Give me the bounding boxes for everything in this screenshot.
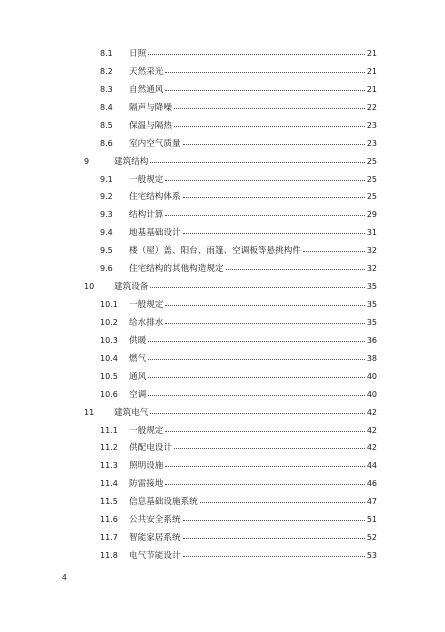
toc-section-entry[interactable] (0, 173, 445, 187)
toc-entry-page: 22 (366, 102, 377, 112)
toc-entry-label (129, 101, 377, 115)
toc-entry-title: 照明设施 (129, 461, 164, 472)
toc-entry-page: 21 (366, 84, 377, 94)
toc-section-entry[interactable] (0, 352, 445, 366)
toc-section-entry[interactable] (0, 101, 445, 115)
toc-section-entry[interactable] (0, 83, 445, 97)
toc-entry-title: 保温与隔热 (129, 120, 172, 131)
toc-entry-page: 35 (366, 282, 377, 292)
toc-entry-number: 8.6 (100, 138, 113, 148)
toc-section-entry[interactable] (0, 370, 445, 384)
toc-entry-page: 31 (366, 228, 377, 238)
toc-entry-title: 防雷接地 (129, 479, 164, 490)
toc-entry-page: 40 (366, 371, 377, 381)
toc-entry-number: 11.7 (100, 533, 118, 543)
toc-entry-label (129, 262, 377, 276)
toc-entry-label (129, 47, 377, 61)
toc-entry-label (129, 226, 377, 240)
toc-entry-title: 地基基础设计 (129, 228, 181, 239)
toc-section-entry[interactable] (0, 208, 445, 222)
toc-entry-label (114, 155, 377, 169)
toc-section-entry[interactable] (0, 47, 445, 61)
toc-entry-title: 给水排水 (129, 317, 164, 328)
toc-entry-label (129, 334, 377, 348)
toc-section-entry[interactable] (0, 65, 445, 79)
toc-entry-page: 32 (366, 264, 377, 274)
toc-section-entry[interactable] (0, 549, 445, 563)
toc-section-entry[interactable] (0, 119, 445, 133)
toc-entry-page: 40 (366, 389, 377, 399)
toc-entry-label (129, 531, 377, 545)
toc-entry-label (129, 459, 377, 473)
toc-entry-number: 10.5 (100, 371, 118, 381)
toc-entry-page: 52 (366, 533, 377, 543)
toc-entry-page: 47 (366, 497, 377, 507)
toc-entry-page: 51 (366, 515, 377, 525)
toc-entry-page: 29 (366, 210, 377, 220)
toc-section-entry[interactable] (0, 459, 445, 473)
toc-entry-label (129, 424, 377, 438)
toc-entry-label (129, 316, 377, 330)
dot-leader (148, 369, 365, 378)
toc-section-entry[interactable] (0, 262, 445, 276)
toc-section-entry[interactable] (0, 334, 445, 348)
toc-chapter-entry[interactable] (0, 155, 445, 169)
toc-entry-label (129, 388, 377, 402)
toc-entry-title: 燃气 (129, 353, 147, 364)
toc-entry-title: 建筑设备 (114, 282, 149, 293)
toc-entry-title: 信息基础设施系统 (129, 497, 198, 508)
toc-chapter-entry[interactable] (0, 406, 445, 420)
toc-entry-page: 25 (366, 192, 377, 202)
toc-entry-label (129, 298, 377, 312)
toc-entry-label (129, 173, 377, 187)
toc-entry-title: 建筑结构 (114, 156, 149, 167)
toc-entry-page: 25 (366, 174, 377, 184)
dot-leader (165, 297, 364, 306)
dot-leader (226, 261, 365, 270)
toc-entry-page: 42 (366, 407, 377, 417)
dot-leader (174, 440, 365, 449)
toc-entry-page: 21 (366, 49, 377, 58)
toc-entry-number: 11.8 (100, 551, 118, 561)
dot-leader (183, 512, 365, 521)
toc-section-entry[interactable] (0, 477, 445, 491)
toc-entry-number: 9.3 (100, 210, 113, 220)
toc-entry-page: 32 (366, 246, 377, 256)
toc-entry-number: 11.6 (100, 515, 118, 525)
toc-entry-number: 8.5 (100, 120, 113, 130)
toc-chapter-entry[interactable] (0, 280, 445, 294)
toc-entry-number: 11.3 (100, 461, 118, 471)
toc-entry-number: 8.2 (100, 66, 113, 76)
toc-section-entry[interactable] (0, 441, 445, 455)
toc-entry-title: 公共安全系统 (129, 515, 181, 526)
toc-entry-page: 35 (366, 317, 377, 327)
toc-entry-page: 23 (366, 138, 377, 148)
toc-entry-page: 53 (366, 551, 377, 561)
toc-entry-label (129, 513, 377, 527)
toc-entry-page: 35 (366, 300, 377, 310)
toc-entry-page: 21 (366, 66, 377, 76)
toc-entry-number: 9.1 (100, 174, 113, 184)
dot-leader (150, 279, 364, 288)
dot-leader (148, 351, 365, 360)
toc-entry-label (129, 83, 377, 97)
toc-entry-page: 44 (366, 461, 377, 471)
dot-leader (165, 64, 364, 73)
toc-entry-title: 日照 (129, 49, 147, 59)
toc-section-entry[interactable] (0, 190, 445, 204)
toc-entry-title: 自然通风 (129, 84, 164, 95)
toc-entry-page: 46 (366, 479, 377, 489)
toc-entry-number: 11.2 (100, 443, 118, 453)
toc-entry-title: 电气节能设计 (129, 551, 181, 562)
toc-entry-number: 8.1 (100, 49, 113, 58)
dot-leader (148, 333, 365, 342)
toc-entry-title: 一般规定 (129, 425, 164, 436)
toc-section-entry[interactable] (0, 388, 445, 402)
dot-leader (165, 315, 364, 324)
dot-leader (165, 207, 364, 216)
toc-entry-number: 10.6 (100, 389, 118, 399)
toc-entry-number: 10.1 (100, 300, 118, 310)
toc-entry-label (129, 244, 377, 258)
toc-entry-number: 10.4 (100, 353, 118, 363)
toc-entry-label (129, 549, 377, 563)
toc-section-entry[interactable] (0, 531, 445, 545)
toc-entry-number: 9 (84, 156, 90, 166)
dot-leader (150, 154, 364, 163)
toc-entry-number: 8.4 (100, 102, 113, 112)
dot-leader (200, 494, 365, 503)
dot-leader (183, 548, 365, 557)
toc-entry-number: 10 (84, 282, 95, 292)
toc-entry-title: 建筑电气 (114, 407, 149, 418)
toc-entry-number: 11.1 (100, 425, 118, 435)
toc-entry-title: 空调 (129, 389, 147, 400)
toc-section-entry[interactable] (0, 298, 445, 312)
toc-entry-number: 8.3 (100, 84, 113, 94)
toc-section-entry[interactable] (0, 495, 445, 509)
toc-section-entry[interactable] (0, 137, 445, 151)
toc-entry-title: 供暖 (129, 335, 147, 346)
toc-section-entry[interactable] (0, 424, 445, 438)
dot-leader (148, 46, 365, 55)
dot-leader (174, 118, 365, 127)
toc-entry-page: 42 (366, 443, 377, 453)
dot-leader (150, 405, 364, 414)
dot-leader (174, 100, 365, 109)
toc-entry-page: 23 (366, 120, 377, 130)
toc-entry-title: 供配电设计 (129, 443, 172, 454)
toc-entry-title: 一般规定 (129, 300, 164, 311)
dot-leader (183, 189, 365, 198)
toc-entry-page: 42 (366, 425, 377, 435)
toc-entry-label (129, 477, 377, 491)
toc-entry-title: 楼（屋）盖、阳台、雨篷、空调板等悬挑构件 (129, 246, 301, 257)
toc-entry-label (129, 137, 377, 151)
toc-entry-number: 9.2 (100, 192, 113, 202)
toc-entry-label (129, 370, 377, 384)
toc-section-entry[interactable] (0, 226, 445, 240)
dot-leader (183, 225, 365, 234)
dot-leader (165, 423, 364, 432)
dot-leader (183, 530, 365, 539)
dot-leader (165, 476, 364, 485)
toc-entry-label (114, 280, 377, 294)
toc-entry-number: 10.3 (100, 335, 118, 345)
toc-section-entry[interactable] (0, 513, 445, 527)
toc-entry-title: 结构计算 (129, 210, 164, 221)
dot-leader (303, 243, 365, 252)
toc-entry-title: 住宅结构体系 (129, 192, 181, 203)
toc-entry-number: 9.5 (100, 246, 113, 256)
toc-entry-page: 25 (366, 156, 377, 166)
toc-entry-number: 9.6 (100, 264, 113, 274)
dot-leader (165, 82, 364, 91)
toc-entry-label (129, 441, 377, 455)
toc-entry-number: 11 (84, 407, 95, 417)
toc-entry-number: 11.4 (100, 479, 118, 489)
toc-entry-number: 11.5 (100, 497, 118, 507)
toc-entry-title: 天然采光 (129, 66, 164, 77)
toc-section-entry[interactable] (0, 316, 445, 330)
toc-entry-label (129, 208, 377, 222)
dot-leader (165, 172, 364, 181)
toc-entry-title: 隔声与降噪 (129, 102, 172, 113)
toc-entry-label (114, 406, 377, 420)
toc-entry-label (129, 65, 377, 79)
toc-entry-label (129, 119, 377, 133)
toc-entry-number: 10.2 (100, 317, 118, 327)
toc-entry-title: 一般规定 (129, 174, 164, 185)
toc-entry-title: 室内空气质量 (129, 138, 181, 149)
dot-leader (165, 458, 364, 467)
page-number: 4 (62, 573, 67, 582)
toc-entry-page: 38 (366, 353, 377, 363)
toc-entry-label (129, 190, 377, 204)
toc-entry-title: 智能家居系统 (129, 533, 181, 544)
toc-entry-title: 通风 (129, 371, 147, 382)
toc-entry-title: 住宅结构的其他构造规定 (129, 264, 224, 275)
toc-entry-number: 9.4 (100, 228, 113, 238)
toc-entry-page: 36 (366, 335, 377, 345)
dot-leader (148, 387, 365, 396)
toc-entry-label (129, 352, 377, 366)
toc-entry-label (129, 495, 377, 509)
toc-section-entry[interactable] (0, 244, 445, 258)
dot-leader (183, 136, 365, 145)
